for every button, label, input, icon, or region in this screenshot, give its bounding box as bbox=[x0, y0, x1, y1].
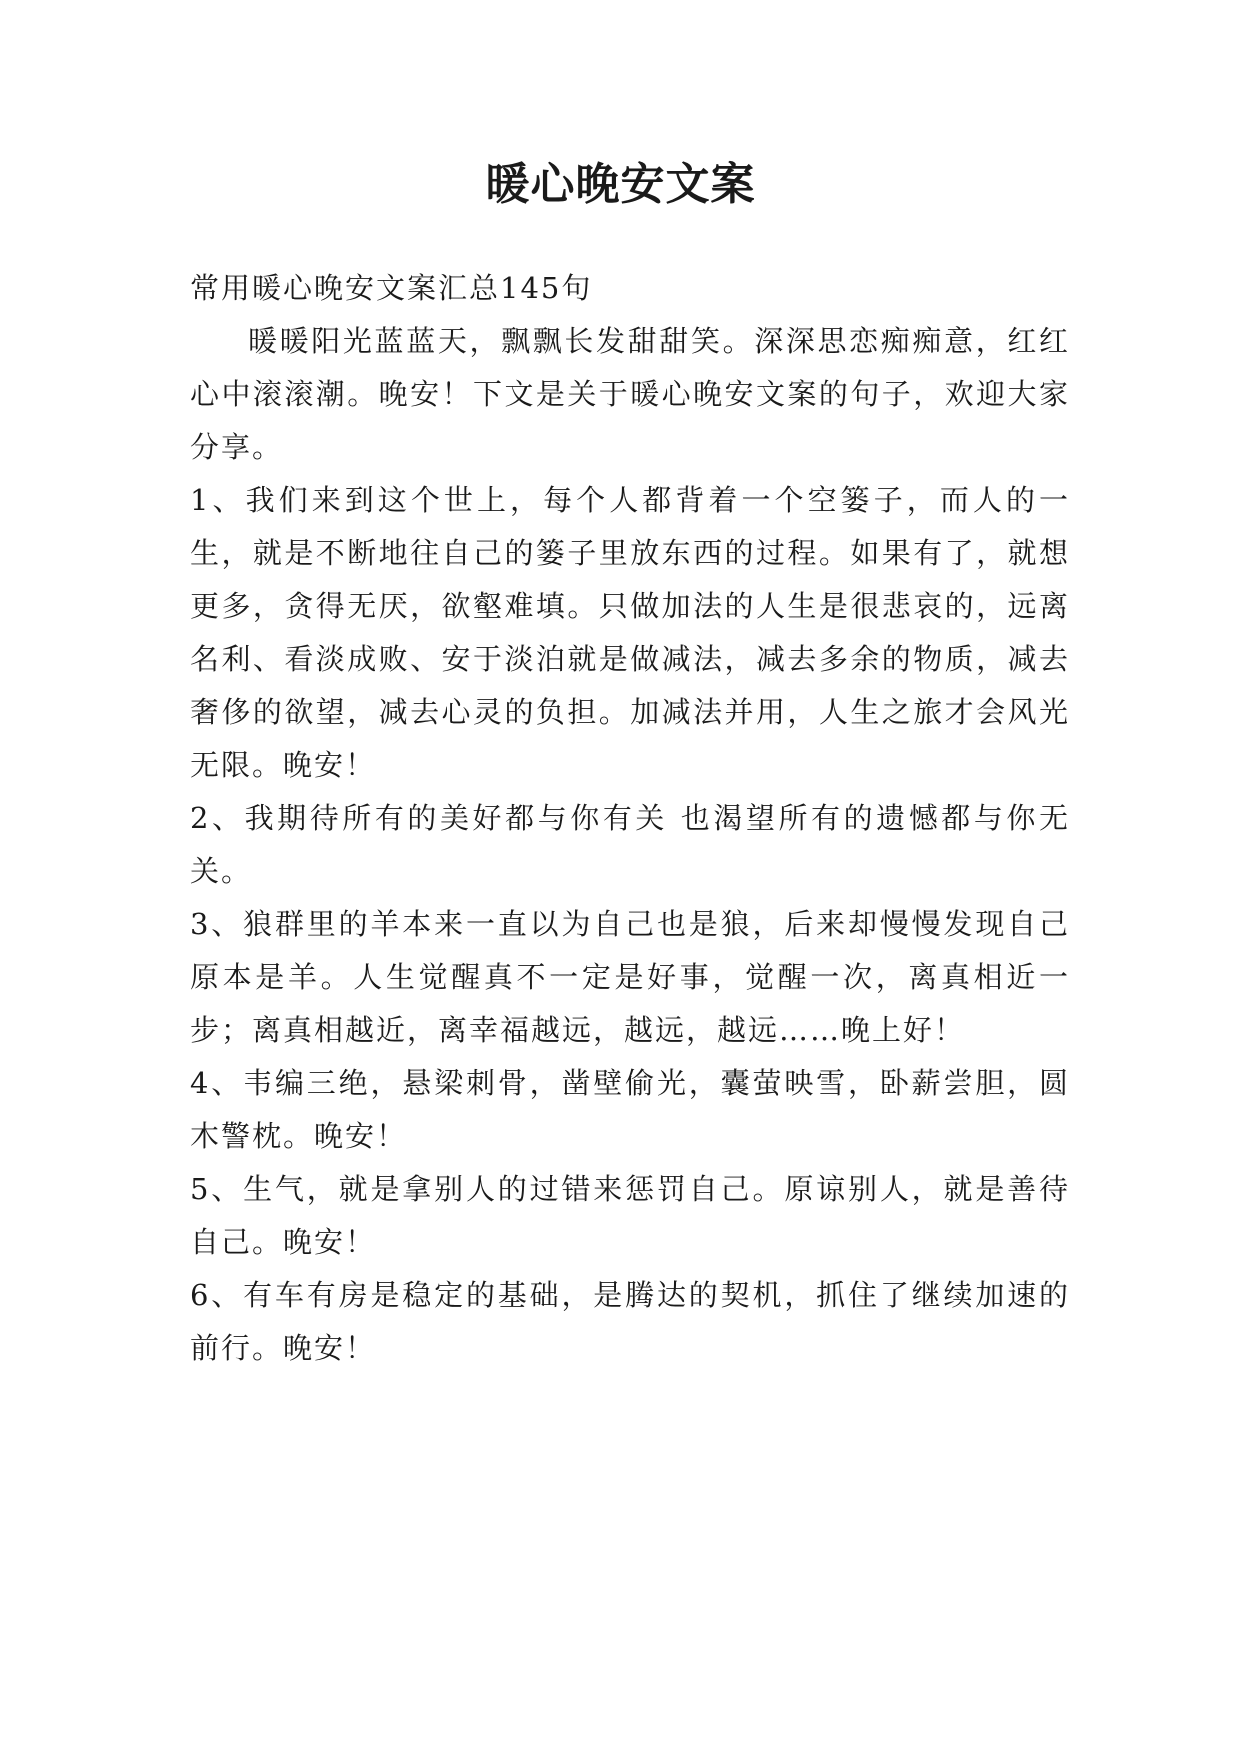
list-item-1: 1、我们来到这个世上，每个人都背着一个空篓子，而人的一生，就是不断地往自己的篓子里放东西的过程。如果有了，就想更多，贪得无厌，欲壑难填。只做加法的人生是很悲哀的，远离名利、看淡成败、安于淡泊就是做减法，减去多余的物质，减去奢侈的欲望，减去心灵的负担。加减法并用，人生之旅才会风光无限。晚安！ bbox=[190, 483, 1070, 782]
list-item-4: 4、韦编三绝，悬梁刺骨，凿壁偷光，囊萤映雪，卧薪尝胆，圆木警枕。晚安！ bbox=[190, 1066, 1070, 1153]
list-item-6: 6、有车有房是稳定的基础，是腾达的契机，抓住了继续加速的前行。晚安！ bbox=[190, 1278, 1070, 1365]
list-item-2: 2、我期待所有的美好都与你有关 也渴望所有的遗憾都与你无关。 bbox=[190, 801, 1070, 888]
document-subtitle: 常用暖心晚安文案汇总145句 bbox=[190, 271, 593, 305]
document-title: 暖心晚安文案 bbox=[485, 159, 756, 210]
list-item-5: 5、生气，就是拿别人的过错来惩罚自己。原谅别人，就是善待自己。晚安！ bbox=[190, 1172, 1070, 1259]
intro-paragraph: 暖暖阳光蓝蓝天，飘飘长发甜甜笑。深深思恋痴痴意，红红心中滚滚潮。晚安！下文是关于暖心晚安文案的句子，欢迎大家分享。 bbox=[190, 324, 1070, 464]
list-item-3: 3、狼群里的羊本来一直以为自己也是狼，后来却慢慢发现自己原本是羊。人生觉醒真不一定是好事，觉醒一次，离真相近一步；离真相越近，离幸福越远，越远，越远……晚上好！ bbox=[190, 907, 1070, 1047]
document-body bbox=[190, 262, 1070, 1375]
